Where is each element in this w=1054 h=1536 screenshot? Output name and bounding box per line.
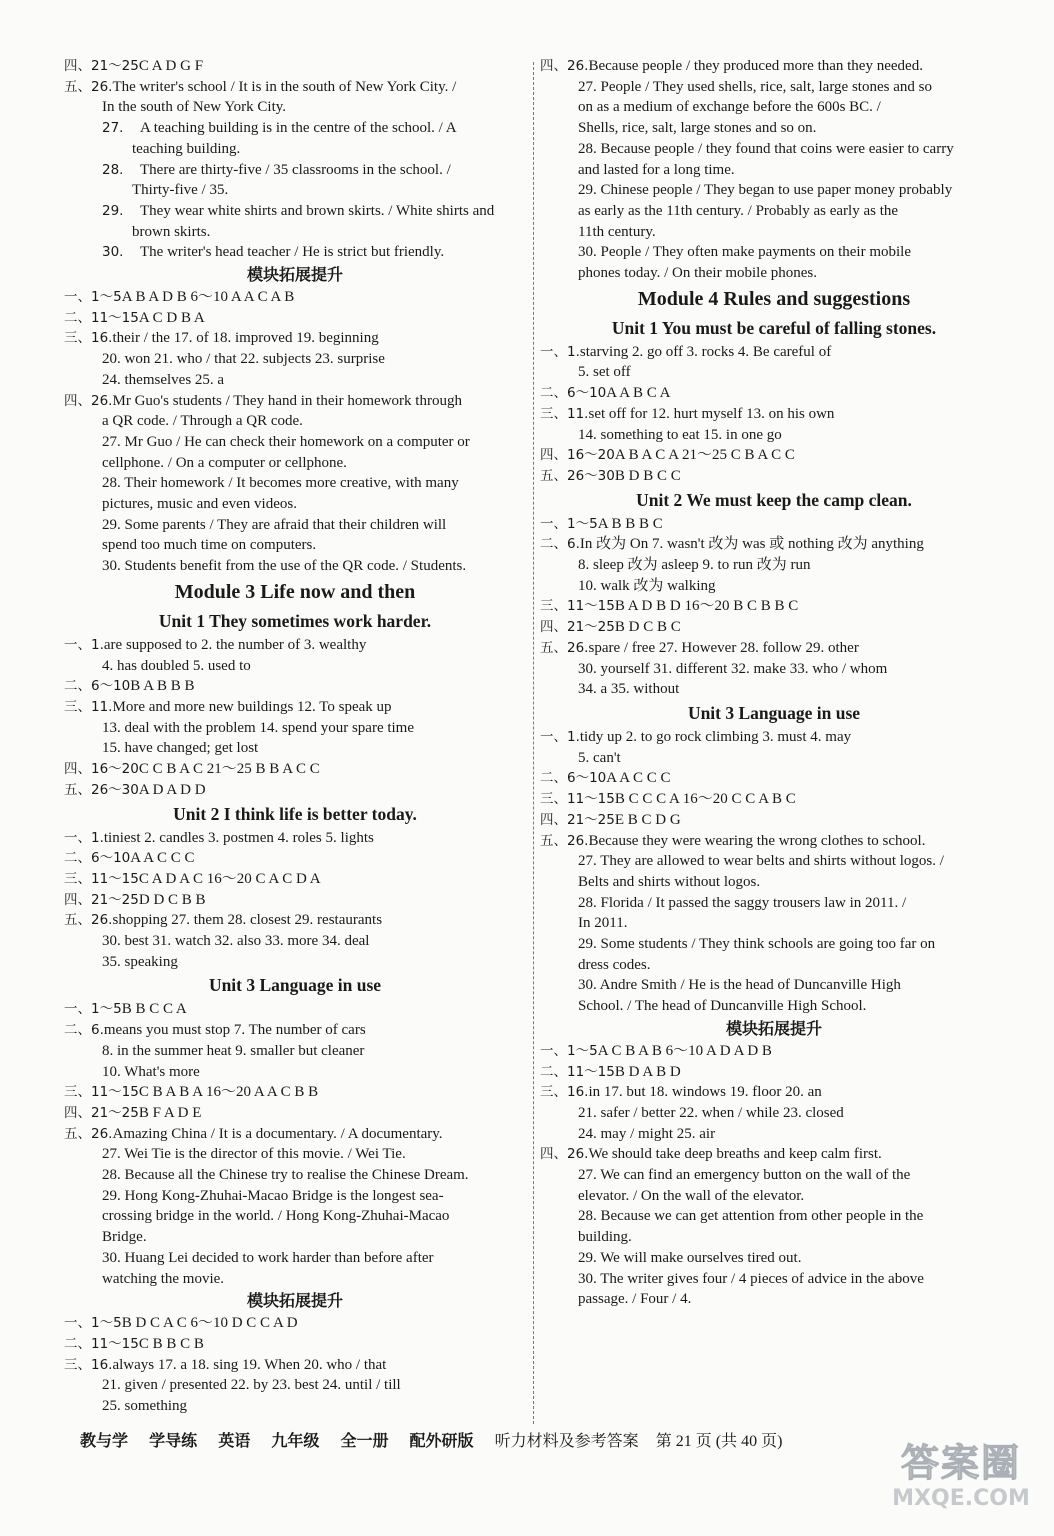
question-marker: 三、16. [64,1356,113,1373]
answer-text: 20. won 21. who / that 22. subjects 23. surprise [102,351,385,368]
answer-text: 10. What's more [102,1063,200,1080]
answer-continuation [540,1248,1008,1269]
answer-continuation [540,118,1008,139]
footer-volume: 全一册 [340,1431,389,1450]
answer-continuation [540,201,1008,222]
answer-text: 30. Students benefit from the use of the QR code. / Students. [102,558,467,575]
question-marker: 五、26. [540,639,589,656]
answer-line [64,201,526,222]
answer-line [540,638,1008,659]
answer-text: tidy up 2. to go rock climbing 3. must 4. may [579,728,852,745]
answer-text: 29. Some students / They think schools are going too far on [578,936,936,953]
question-marker: 一、1～5 [64,1315,122,1332]
page-footer [80,1428,782,1451]
question-marker: 一、1. [64,636,104,653]
answer-text: Because people / they produced more than they needed. [588,58,923,74]
answer-text: means you must stop 7. The number of cars [103,1022,366,1039]
question-marker: 三、11～15 [64,1084,139,1101]
answer-line [64,1124,526,1145]
answer-text: 15. have changed; get lost [102,740,259,757]
answer-text: crossing bridge in the world. / Hong Kong-Zhuhai-Macao [102,1208,450,1225]
question-marker: 27. [102,120,124,137]
answer-text: B D A B D [614,1063,681,1080]
answer-continuation [540,362,1008,383]
answer-line [64,869,526,890]
answer-text: 8. in the summer heat 9. smaller but cleaner [102,1042,365,1059]
answer-text: teaching building. [132,140,241,157]
answer-text: starving 2. go off 3. rocks 4. Be careful of [579,343,832,360]
unit-heading: Unit 3 Language in use [687,702,861,723]
answer-text: C B B C B [138,1335,204,1352]
question-marker: 二、6. [64,1022,104,1039]
answer-text: A A C C C [606,770,671,787]
answer-text: 25. something [102,1398,187,1415]
answer-text: 5. can't [578,749,621,766]
answer-text: E B C D G [614,811,681,828]
answer-text: 27. People / They used shells, rice, salt, large stones and so [578,78,932,95]
answer-continuation [540,77,1008,98]
answer-continuation [540,1227,1008,1248]
answer-continuation [540,1269,1008,1290]
page-number: 第 21 页 (共 40 页) [655,1433,783,1450]
answer-text: A B A C A 21～25 C B A C C [614,447,795,464]
question-marker: 四、21～25 [64,1104,139,1121]
answer-continuation [64,473,526,494]
answer-line [64,1082,526,1103]
answer-line [64,1020,526,1041]
answer-line [64,160,526,181]
answer-text: A A C C C [130,850,195,867]
answer-text: 30. Andre Smith / He is the head of Duncanville High [578,977,901,994]
answer-text: The writer's head teacher / He is strict but friendly. [140,244,445,261]
question-marker: 四、26. [540,58,589,74]
answer-text: They wear white shirts and brown skirts. / White shirts and [140,202,495,219]
answer-line [64,328,526,349]
answer-line [64,890,526,911]
answer-text: 28. Because people / they found that coins were easier to carry [578,140,954,157]
answer-text: 29. Some parents / They are afraid that their children will [102,516,447,533]
answer-line [540,768,1008,789]
answer-text: building. [578,1229,632,1246]
answer-text: always 17. a 18. sing 19. When 20. who / that [112,1356,387,1373]
answer-line [64,1103,526,1124]
footer-brand: 教与学 [80,1431,129,1450]
answer-continuation [540,180,1008,201]
footer-section: 听力材料及参考答案 [494,1433,639,1450]
answer-continuation [64,180,526,201]
question-marker: 三、11～15 [540,791,615,808]
answer-continuation [540,955,1008,976]
answer-text: C A D A C 16～20 C A C D A [138,870,321,887]
question-marker: 四、21～25 [64,891,139,908]
answer-continuation [64,1248,526,1269]
answer-text: A C B A B 6～10 A D A D B [597,1042,772,1059]
question-marker: 二、6～10 [64,678,131,695]
answer-continuation [64,515,526,536]
answer-text: School. / The head of Duncanville High School. [578,998,867,1015]
answer-continuation [540,679,1008,700]
answer-continuation [64,718,526,739]
question-marker: 四、21～25 [64,58,139,74]
question-marker: 二、11～15 [64,1335,139,1352]
answer-text: 10. walk 改为 walking [578,577,716,594]
answer-text: cellphone. / On a computer or cellphone. [102,454,347,471]
answer-continuation [540,851,1008,872]
answer-line [64,780,526,801]
answer-line [64,910,526,931]
answer-text: 30. best 31. watch 32. also 33. more 34. deal [102,933,370,950]
watermark-url: MXQE.COM [892,1486,1030,1511]
answer-text: B A B B B [130,678,195,695]
answer-text: B D C A C 6～10 D C C A D [121,1315,298,1332]
answer-line [540,1062,1008,1083]
answer-text: 27. They are allowed to wear belts and shirts without logos. / [578,853,944,870]
answer-text: A C D B A [138,309,205,326]
answer-text: A B A D B 6～10 A A C A B [121,289,295,306]
answer-line [540,534,1008,555]
column-divider [533,62,534,1424]
answer-line [64,118,526,139]
unit-heading: Unit 3 Language in use [208,975,382,996]
answer-text: 30. yourself 31. different 32. make 33. who / whom [578,660,888,677]
answer-continuation [540,975,1008,996]
answer-line [64,242,526,263]
unit-heading: Unit 2 We must keep the camp clean. [636,489,912,510]
answer-text: 5. set off [578,364,631,381]
answer-line [540,383,1008,404]
answer-text: dress codes. [578,956,651,973]
answer-continuation [540,872,1008,893]
answer-text: C C B A C 21～25 B B A C C [138,761,320,778]
answer-line [540,617,1008,638]
question-marker: 28. [102,161,124,178]
section-heading-extension: 模块拓展提升 [246,1291,343,1311]
answer-line [64,848,526,869]
question-marker: 二、6. [540,536,580,553]
answer-line [540,1082,1008,1103]
question-marker: 三、11～15 [64,870,139,887]
question-marker: 二、11～15 [540,1063,615,1080]
answer-continuation [64,139,526,160]
answer-line [64,828,526,849]
answer-text: The writer's school / It is in the south of New York City. / [112,78,457,95]
answer-text: C A D G F [138,58,204,74]
answer-continuation [540,1289,1008,1310]
answer-line [64,308,526,329]
answer-text: Shells, rice, salt, large stones and so on. [578,120,817,137]
answer-line [64,635,526,656]
answer-line [540,445,1008,466]
answer-text: 28. Their homework / It becomes more creative, with many [102,475,459,492]
answer-continuation [64,1396,526,1417]
answer-text: In 2011. [578,915,628,932]
answer-text: a QR code. / Through a QR code. [102,413,303,430]
answer-text: 14. something to eat 15. in one go [578,426,782,443]
question-marker: 四、21～25 [540,811,615,828]
question-marker: 一、1～5 [540,515,598,532]
footer-series: 学导练 [149,1431,198,1450]
answer-text: passage. / Four / 4. [578,1291,692,1308]
answer-continuation [64,453,526,474]
answer-line [540,1041,1008,1062]
answer-text: 24. may / might 25. air [578,1125,716,1142]
answer-continuation [540,1165,1008,1186]
answer-line [64,999,526,1020]
answer-line [64,1313,526,1334]
answer-text: 28. Florida / It passed the saggy trousers law in 2011. / [578,894,907,911]
question-marker: 一、1. [540,728,580,745]
answer-continuation [540,139,1008,160]
answer-line [540,466,1008,487]
answer-continuation [540,97,1008,118]
section-heading-extension: 模块拓展提升 [246,265,343,285]
answer-text: 24. themselves 25. a [102,371,225,388]
question-marker: 五、26. [64,912,113,929]
question-marker: 五、26. [64,1125,113,1142]
answer-text: 21. given / presented 22. by 23. best 24. until / till [102,1377,401,1394]
answer-continuation [64,370,526,391]
unit-heading: Unit 1 You must be careful of falling stones. [611,317,937,338]
answer-text: 27. We can find an emergency button on the wall of the [578,1167,911,1184]
answer-text: 29. Chinese people / They began to use paper money probably [578,182,953,199]
answer-text: 27. Mr Guo / He can check their homework on a computer or [102,433,470,450]
answer-text: brown skirts. [132,223,211,240]
question-marker: 四、16～20 [540,447,615,464]
answer-text: More and more new buildings 12. To speak up [112,698,392,715]
question-marker: 二、6～10 [64,850,131,867]
answer-continuation [64,1165,526,1186]
answer-line [64,56,526,77]
question-marker: 三、11. [540,405,589,422]
answer-text: Amazing China / It is a documentary. / A documentary. [112,1125,443,1142]
question-marker: 四、21～25 [540,619,615,636]
question-marker: 一、1. [64,829,104,846]
answer-text: their / the 17. of 18. improved 19. beginning [112,330,379,347]
answer-text: on as a medium of exchange before the 600s BC. / [578,99,881,116]
answer-text: A D A D D [138,781,206,798]
answer-text: B D C B C [614,619,681,636]
question-marker: 五、26～30 [540,467,615,484]
answer-text: We should take deep breaths and keep calm first. [588,1146,882,1163]
answer-text: A teaching building is in the centre of the school. / A [140,120,457,137]
question-marker: 一、1～5 [64,1001,122,1018]
answer-text: phones today. / On their mobile phones. [578,265,817,282]
question-marker: 二、11～15 [64,309,139,326]
question-marker: 五、26. [64,78,113,95]
answer-line [64,697,526,718]
answer-continuation [64,1144,526,1165]
answer-text: There are thirty-five / 35 classrooms in the school. / [140,161,451,178]
answer-text: as early as the 11th century. / Probably as early as the [578,202,899,219]
answer-text: C B A B A 16～20 A A C B B [138,1084,319,1101]
answer-line [540,789,1008,810]
answer-text: and lasted for a long time. [578,161,735,178]
answer-text: 8. sleep 改为 asleep 9. to run 改为 run [578,557,811,574]
answer-text: set off for 12. hurt myself 13. on his own [588,405,835,422]
answer-text: 28. Because all the Chinese try to realise the Chinese Dream. [102,1167,469,1184]
unit-heading: Unit 1 They sometimes work harder. [158,610,432,631]
answer-line [540,1144,1008,1165]
answer-text: 30. People / They often make payments on their mobile [578,244,911,261]
question-marker: 四、26. [540,1146,589,1163]
question-marker: 四、16～20 [64,761,139,778]
answer-line [64,287,526,308]
answer-text: 28. Because we can get attention from other people in the [578,1208,924,1225]
answer-text: 11th century. [578,223,656,240]
answer-continuation [540,996,1008,1017]
answer-text: B F A D E [138,1104,202,1121]
answer-text: 30. Huang Lei decided to work harder than before after [102,1249,434,1266]
footer-subject: 英语 [218,1431,251,1450]
question-marker: 一、1. [540,343,580,360]
answer-continuation [540,1206,1008,1227]
answer-continuation [540,893,1008,914]
answer-text: Because they were wearing the wrong clothes to school. [588,832,926,849]
answer-continuation [540,1124,1008,1145]
answer-text: spare / free 27. However 28. follow 29. other [588,639,859,656]
answer-continuation [64,738,526,759]
answer-line [540,342,1008,363]
answer-text: 13. deal with the problem 14. spend your spare time [102,719,415,736]
question-marker: 二、6～10 [540,770,607,787]
answer-continuation [64,432,526,453]
question-marker: 29. [102,202,124,219]
question-marker: 30. [102,244,124,261]
answer-text: 21. safer / better 22. when / while 23. closed [578,1104,844,1121]
answer-text: in 17. but 18. windows 19. floor 20. an [588,1084,822,1101]
answer-continuation [540,242,1008,263]
question-marker: 三、16. [540,1084,589,1101]
answer-text: A B B B C [597,515,663,532]
module-heading: Module 3 Life now and then [174,580,416,603]
answer-continuation [64,97,526,118]
answer-line [540,831,1008,852]
answer-text: In the south of New York City. [102,99,287,116]
answer-text: pictures, music and even videos. [102,496,297,513]
answer-continuation [540,425,1008,446]
answer-line [64,676,526,697]
question-marker: 四、26. [64,392,113,409]
answer-text: 29. We will make ourselves tired out. [578,1249,802,1266]
answer-text: 4. has doubled 5. used to [102,657,251,674]
answer-line [64,1355,526,1376]
answer-continuation [64,1186,526,1207]
answer-text: watching the movie. [102,1270,225,1287]
answer-continuation [540,1186,1008,1207]
answer-continuation [64,535,526,556]
answer-column-right [540,56,1008,1310]
answer-continuation [64,931,526,952]
module-heading: Module 4 Rules and suggestions [637,287,911,310]
answer-text: 30. The writer gives four / 4 pieces of advice in the above [578,1270,924,1287]
answer-continuation [540,934,1008,955]
answer-text: elevator. / On the wall of the elevator. [578,1187,805,1204]
answer-continuation [64,1062,526,1083]
answer-line [64,759,526,780]
answer-text: A A B C A [606,385,671,402]
answer-text: In 改为 On 7. wasn't 改为 was 或 nothing 改为 anything [579,536,924,553]
answer-continuation [64,411,526,432]
answer-text: tiniest 2. candles 3. postmen 4. roles 5. lights [103,829,374,846]
answer-continuation [540,913,1008,934]
answer-text: 35. speaking [102,953,178,970]
answer-continuation [540,748,1008,769]
answer-text: 29. Hong Kong-Zhuhai-Macao Bridge is the longest sea- [102,1187,444,1204]
answer-text: B D B C C [614,467,681,484]
question-marker: 一、1～5 [540,1042,598,1059]
answer-continuation [540,659,1008,680]
answer-continuation [64,349,526,370]
answer-text: Mr Guo's students / They hand in their homework through [112,392,462,409]
question-marker: 一、1～5 [64,289,122,306]
answer-line [540,727,1008,748]
footer-grade: 九年级 [271,1431,320,1450]
answer-text: are supposed to 2. the number of 3. wealthy [103,636,367,653]
answer-continuation [64,1206,526,1227]
answer-line [64,77,526,98]
answer-text: D D C B B [138,891,206,908]
answer-continuation [64,494,526,515]
answer-line [64,391,526,412]
answer-column-left [64,56,526,1417]
answer-continuation [540,222,1008,243]
answer-continuation [540,576,1008,597]
answer-text: 34. a 35. without [578,681,680,698]
answer-continuation [64,656,526,677]
answer-continuation [540,263,1008,284]
section-heading-extension: 模块拓展提升 [725,1018,822,1038]
answer-continuation [540,555,1008,576]
answer-text: 27. Wei Tie is the director of this movie. / Wei Tie. [102,1146,406,1163]
answer-continuation [64,1227,526,1248]
answer-continuation [64,222,526,243]
answer-text: Thirty-five / 35. [132,182,229,199]
answer-line [540,810,1008,831]
answer-text: Belts and shirts without logos. [578,873,761,890]
answer-continuation [64,1041,526,1062]
answer-continuation [64,1375,526,1396]
answer-line [540,56,1008,77]
answer-text: B B C C A [121,1001,187,1018]
answer-continuation [64,1269,526,1290]
unit-heading: Unit 2 I think life is better today. [173,803,417,824]
question-marker: 三、11. [64,698,113,715]
answer-line [540,404,1008,425]
answer-text: B A D B D 16～20 B C B B C [614,598,799,615]
footer-edition: 配外研版 [409,1431,474,1450]
answer-continuation [540,1103,1008,1124]
answer-line [540,596,1008,617]
answer-text: shopping 27. them 28. closest 29. restaurants [112,912,383,929]
answer-continuation [64,556,526,577]
question-marker: 二、6～10 [540,385,607,402]
question-marker: 三、11～15 [540,598,615,615]
answer-continuation [540,160,1008,181]
question-marker: 五、26. [540,832,589,849]
answer-line [540,514,1008,535]
answer-text: spend too much time on computers. [102,537,317,554]
question-marker: 五、26～30 [64,781,139,798]
question-marker: 三、16. [64,330,113,347]
answer-line [64,1334,526,1355]
watermark-logo [886,1440,1036,1530]
answer-text: B C C C A 16～20 C C A B C [614,791,796,808]
answer-text: Bridge. [102,1229,147,1246]
watermark-logo-text: 答案圈 [900,1441,1021,1485]
answer-continuation [64,952,526,973]
